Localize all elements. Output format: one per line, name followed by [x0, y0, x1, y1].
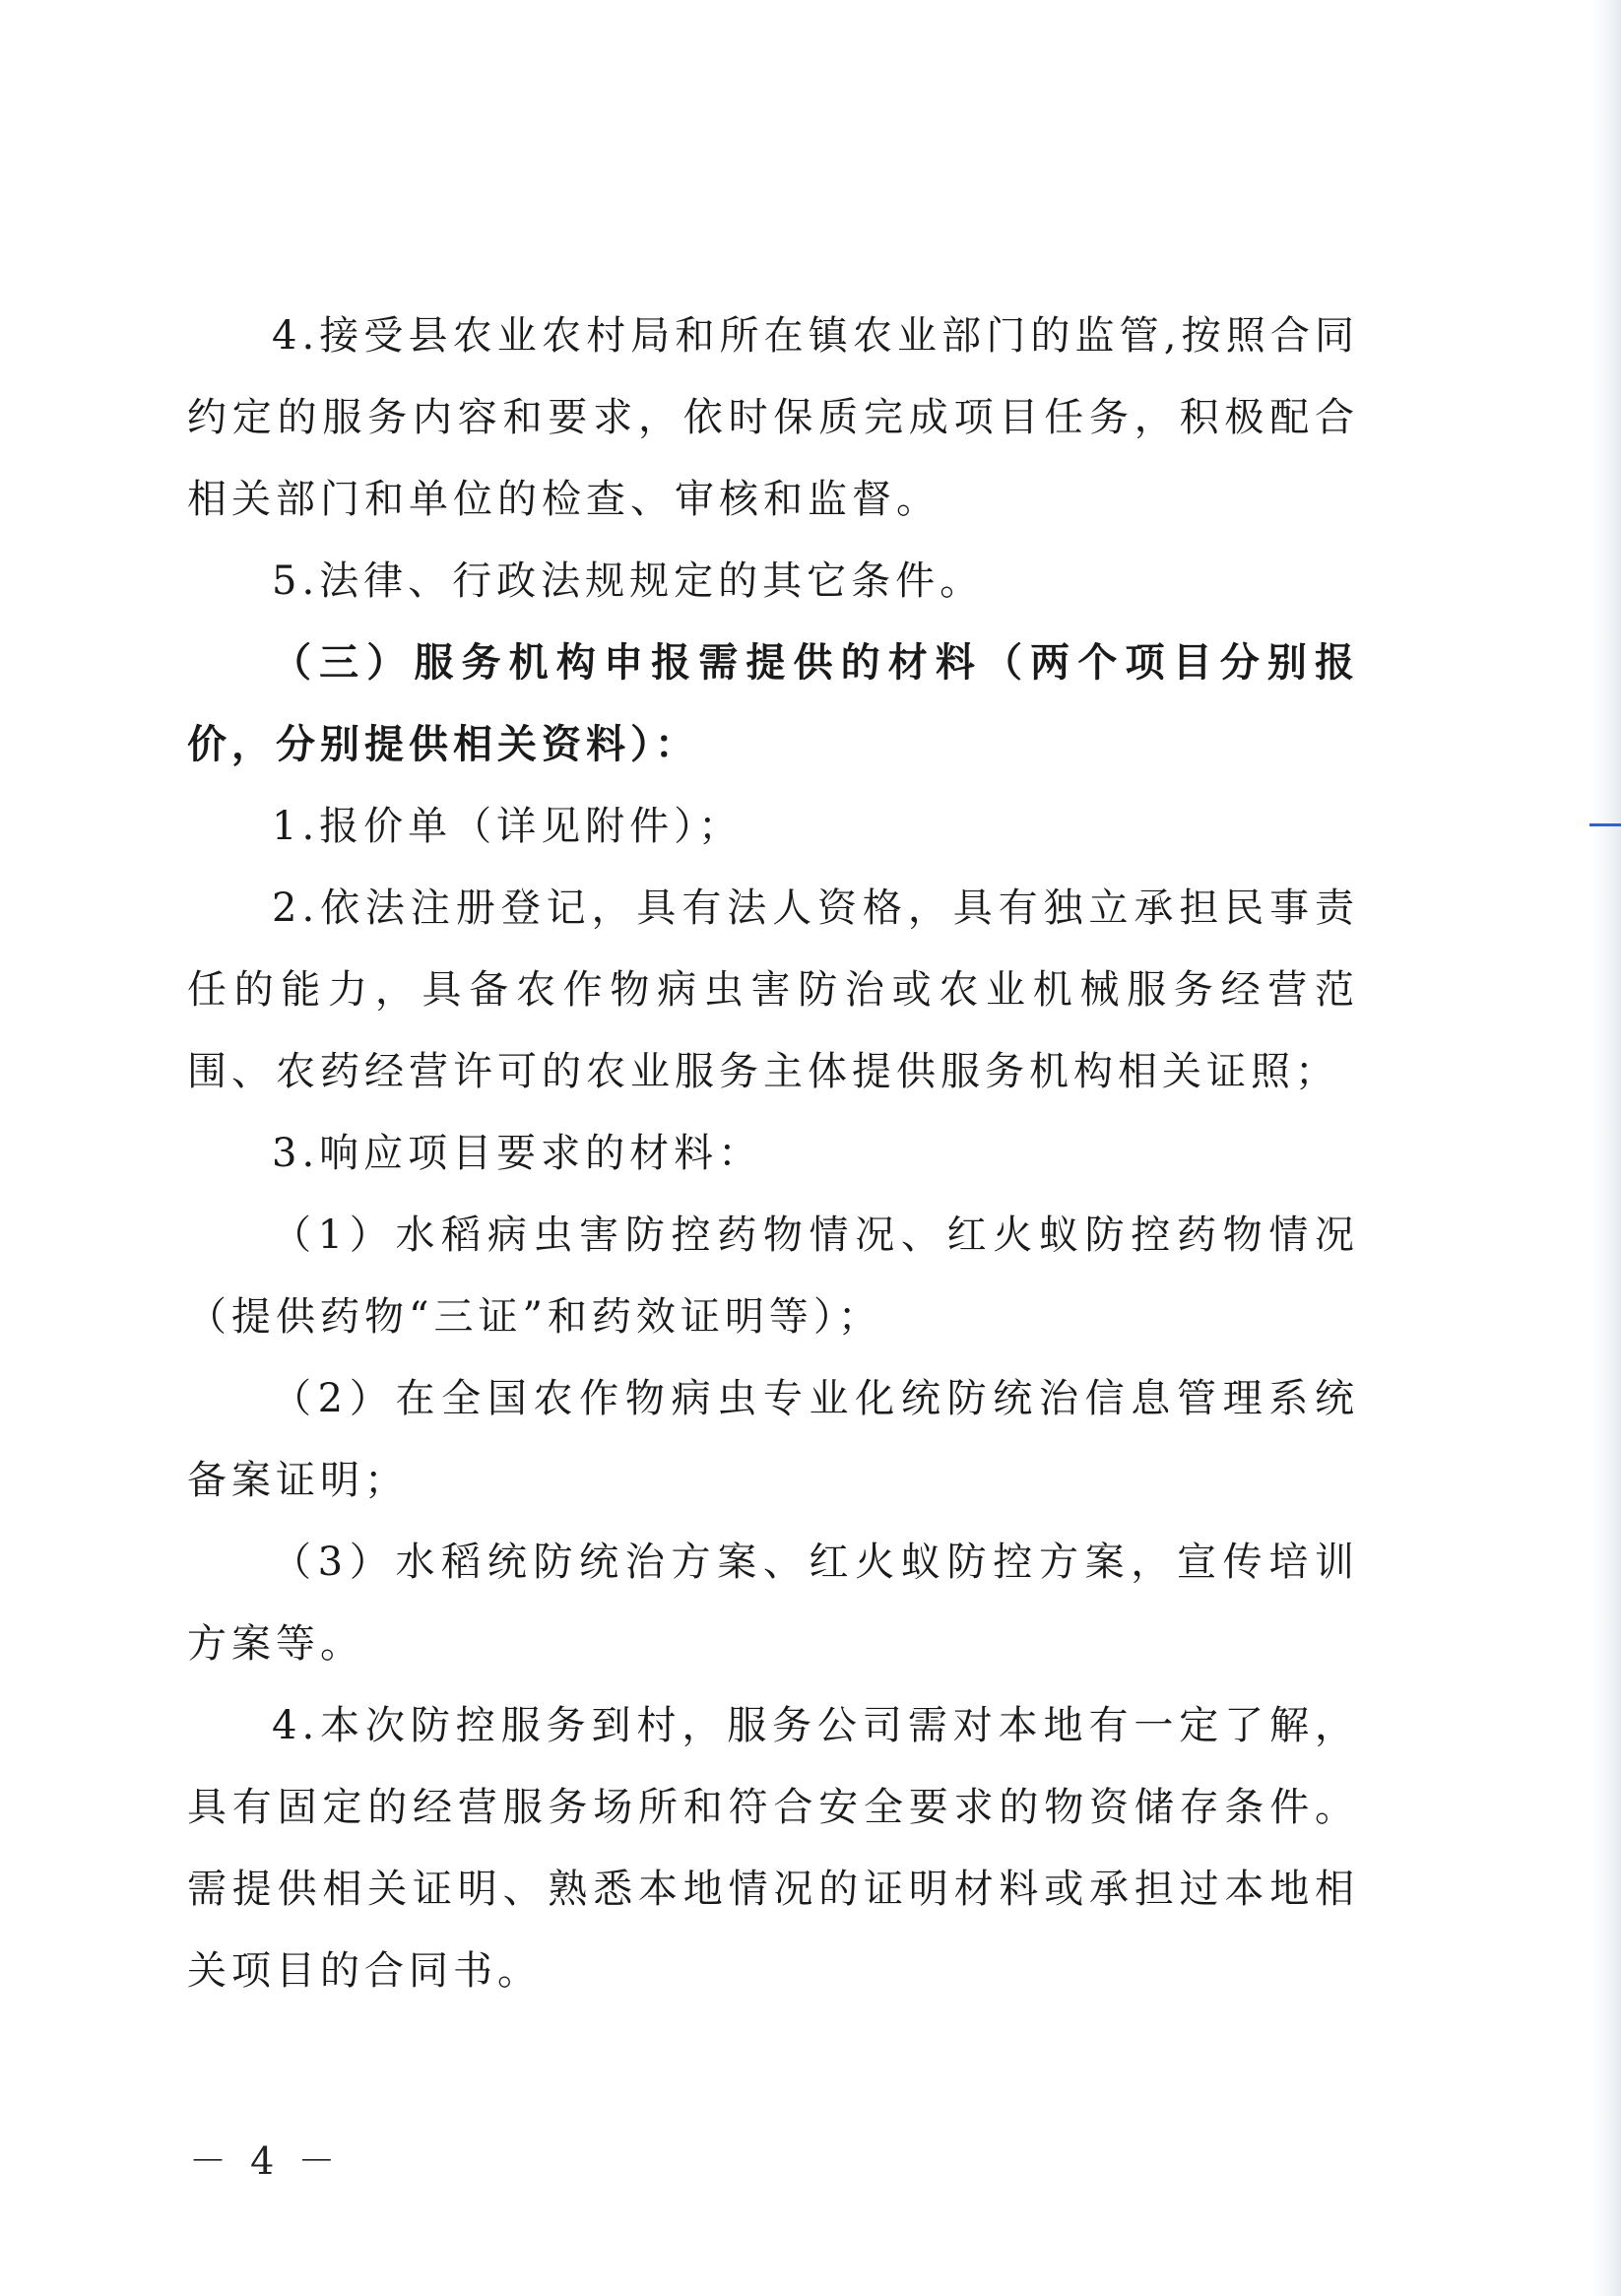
paragraph-material-3-response: 3.响应项目要求的材料： [272, 1131, 763, 1176]
paragraph-material-1-quote: 1.报价单（详见附件）； [272, 804, 744, 849]
paragraph-material-2-registration: 2.依法注册登记，具有法人资格，具有独立承担民事责任的能力，具备农作物病虫害防治或农业机械服务经营范围、农药经营许可的农业服务主体提供服务机构相关证照； [187, 886, 1359, 1094]
paragraph-material-4-local: 4.本次防控服务到村，服务公司需对本地有一定了解，具有固定的经营服务场所和符合安全要求的物资储存条件。需提供相关证明、熟悉本地情况的证明材料或承担过本地相关项目的合同书。 [187, 1703, 1359, 1994]
section-3-heading: （三）服务机构申报需提供的材料（两个项目分别报价，分别提供相关资料）： [187, 640, 1359, 767]
document-body [187, 295, 1359, 2012]
paragraph-material-3-sub-1: （1）水稻病虫害防控药物情况、红火蚁防控药物情况（提供药物“三证”和药效证明等）； [187, 1213, 1359, 1340]
paragraph-item-5-laws: 5.法律、行政法规规定的其它条件。 [272, 558, 985, 604]
scan-edge-mark [1589, 823, 1621, 826]
page-number: － 4 － [189, 2139, 342, 2183]
paragraph-item-4-supervision: 4.接受县农业农村局和所在镇农业部门的监管,按照合同约定的服务内容和要求，依时保质完成项目任务，积极配合相关部门和单位的检查、审核和监督。 [187, 313, 1359, 522]
paragraph-material-3-sub-2: （2）在全国农作物病虫专业化统防统治信息管理系统备案证明； [187, 1376, 1359, 1503]
paragraph-material-3-sub-3: （3）水稻统防统治方案、红火蚁防控方案，宣传培训方案等。 [187, 1540, 1359, 1667]
scan-edge-shadow [1593, 0, 1621, 2296]
